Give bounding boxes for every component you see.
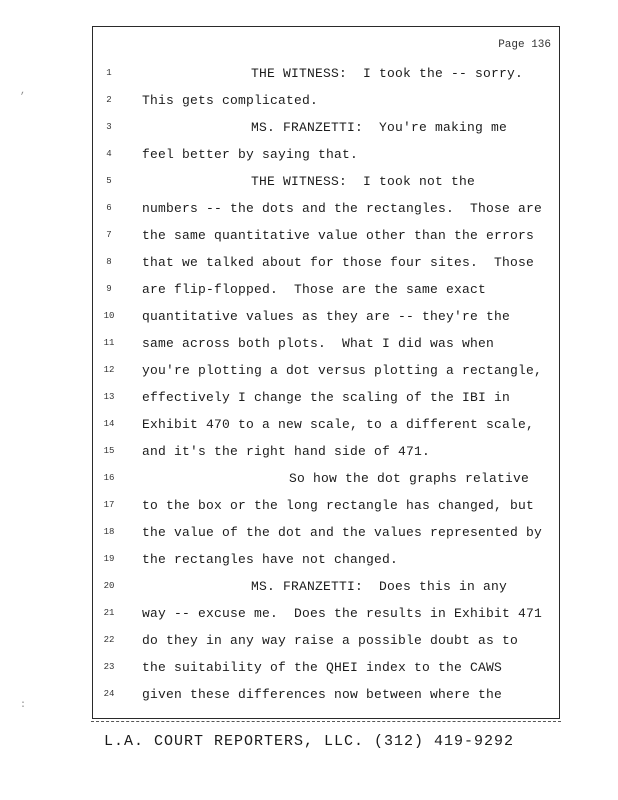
transcript-line xyxy=(93,411,559,438)
line-text: effectively I change the scaling of the IBI in xyxy=(142,390,511,405)
line-number: 19 xyxy=(103,554,115,564)
line-number: 6 xyxy=(106,203,112,213)
line-text: and it's the right hand side of 471. xyxy=(142,444,431,459)
line-text: So how the dot graphs relative xyxy=(289,471,530,486)
line-number: 24 xyxy=(103,689,115,699)
line-text: Exhibit 470 to a new scale, to a different scale, xyxy=(142,417,535,432)
line-text: do they in any way raise a possible doubt as to xyxy=(142,633,519,648)
line-text: you're plotting a dot versus plotting a rectangle, xyxy=(142,363,543,378)
line-number: 20 xyxy=(103,581,115,591)
transcript-line xyxy=(93,195,559,222)
transcript-line xyxy=(93,681,559,708)
line-text: the rectangles have not changed. xyxy=(142,552,399,567)
line-text: to the box or the long rectangle has changed, but xyxy=(142,498,535,513)
line-number: 17 xyxy=(103,500,115,510)
line-number: 15 xyxy=(103,446,115,456)
line-number: 11 xyxy=(103,338,115,348)
transcript-line xyxy=(93,222,559,249)
transcript-line xyxy=(93,303,559,330)
line-text: same across both plots. What I did was when xyxy=(142,336,495,351)
line-number: 21 xyxy=(103,608,115,618)
line-number: 10 xyxy=(103,311,115,321)
court-reporter-footer: L.A. COURT REPORTERS, LLC. (312) 419-9292 xyxy=(103,733,515,750)
line-number: 16 xyxy=(103,473,115,483)
transcript-line xyxy=(93,492,559,519)
transcript-line xyxy=(93,168,559,195)
line-number: 18 xyxy=(103,527,115,537)
transcript-line xyxy=(93,519,559,546)
line-number: 7 xyxy=(106,230,112,240)
transcript-line xyxy=(93,465,559,492)
transcript-line xyxy=(93,141,559,168)
line-text: MS. FRANZETTI: You're making me xyxy=(251,120,508,135)
transcript-lines xyxy=(93,60,559,708)
transcript-line xyxy=(93,573,559,600)
line-text: the value of the dot and the values represented by xyxy=(142,525,543,540)
line-text: the same quantitative value other than the errors xyxy=(142,228,535,243)
line-text: MS. FRANZETTI: Does this in any xyxy=(251,579,508,594)
line-text: that we talked about for those four sites. Those xyxy=(142,255,535,270)
line-text: given these differences now between where the xyxy=(142,687,503,702)
transcript-line xyxy=(93,600,559,627)
transcript-line xyxy=(93,60,559,87)
line-text: feel better by saying that. xyxy=(142,147,359,162)
line-number: 5 xyxy=(106,176,112,186)
scan-mark: : xyxy=(20,700,27,711)
transcript-line xyxy=(93,330,559,357)
line-text: numbers -- the dots and the rectangles. Those are xyxy=(142,201,543,216)
line-number: 14 xyxy=(103,419,115,429)
line-number: 1 xyxy=(106,68,112,78)
transcript-line xyxy=(93,276,559,303)
line-text: way -- excuse me. Does the results in Exhibit 471 xyxy=(142,606,543,621)
transcript-line xyxy=(93,627,559,654)
transcript-line xyxy=(93,654,559,681)
line-number: 4 xyxy=(106,149,112,159)
transcript-line xyxy=(93,546,559,573)
transcript-line xyxy=(93,87,559,114)
line-text: the suitability of the QHEI index to the CAWS xyxy=(142,660,503,675)
line-number: 8 xyxy=(106,257,112,267)
transcript-line xyxy=(93,357,559,384)
scan-mark: , xyxy=(20,86,27,97)
line-number: 12 xyxy=(103,365,115,375)
line-text: THE WITNESS: I took not the xyxy=(251,174,476,189)
transcript-line xyxy=(93,249,559,276)
line-number: 9 xyxy=(106,284,112,294)
transcript-line xyxy=(93,114,559,141)
transcript-line xyxy=(93,438,559,465)
line-text: quantitative values as they are -- they're the xyxy=(142,309,511,324)
line-text: THE WITNESS: I took the -- sorry. xyxy=(251,66,524,81)
line-text: are flip-flopped. Those are the same exact xyxy=(142,282,487,297)
transcript-line xyxy=(93,384,559,411)
transcript-page xyxy=(92,26,560,719)
line-number: 22 xyxy=(103,635,115,645)
line-number: 23 xyxy=(103,662,115,672)
line-number: 3 xyxy=(106,122,112,132)
line-number: 13 xyxy=(103,392,115,402)
line-number: 2 xyxy=(106,95,112,105)
line-text: This gets complicated. xyxy=(142,93,319,108)
page-number: Page 136 xyxy=(498,39,551,51)
